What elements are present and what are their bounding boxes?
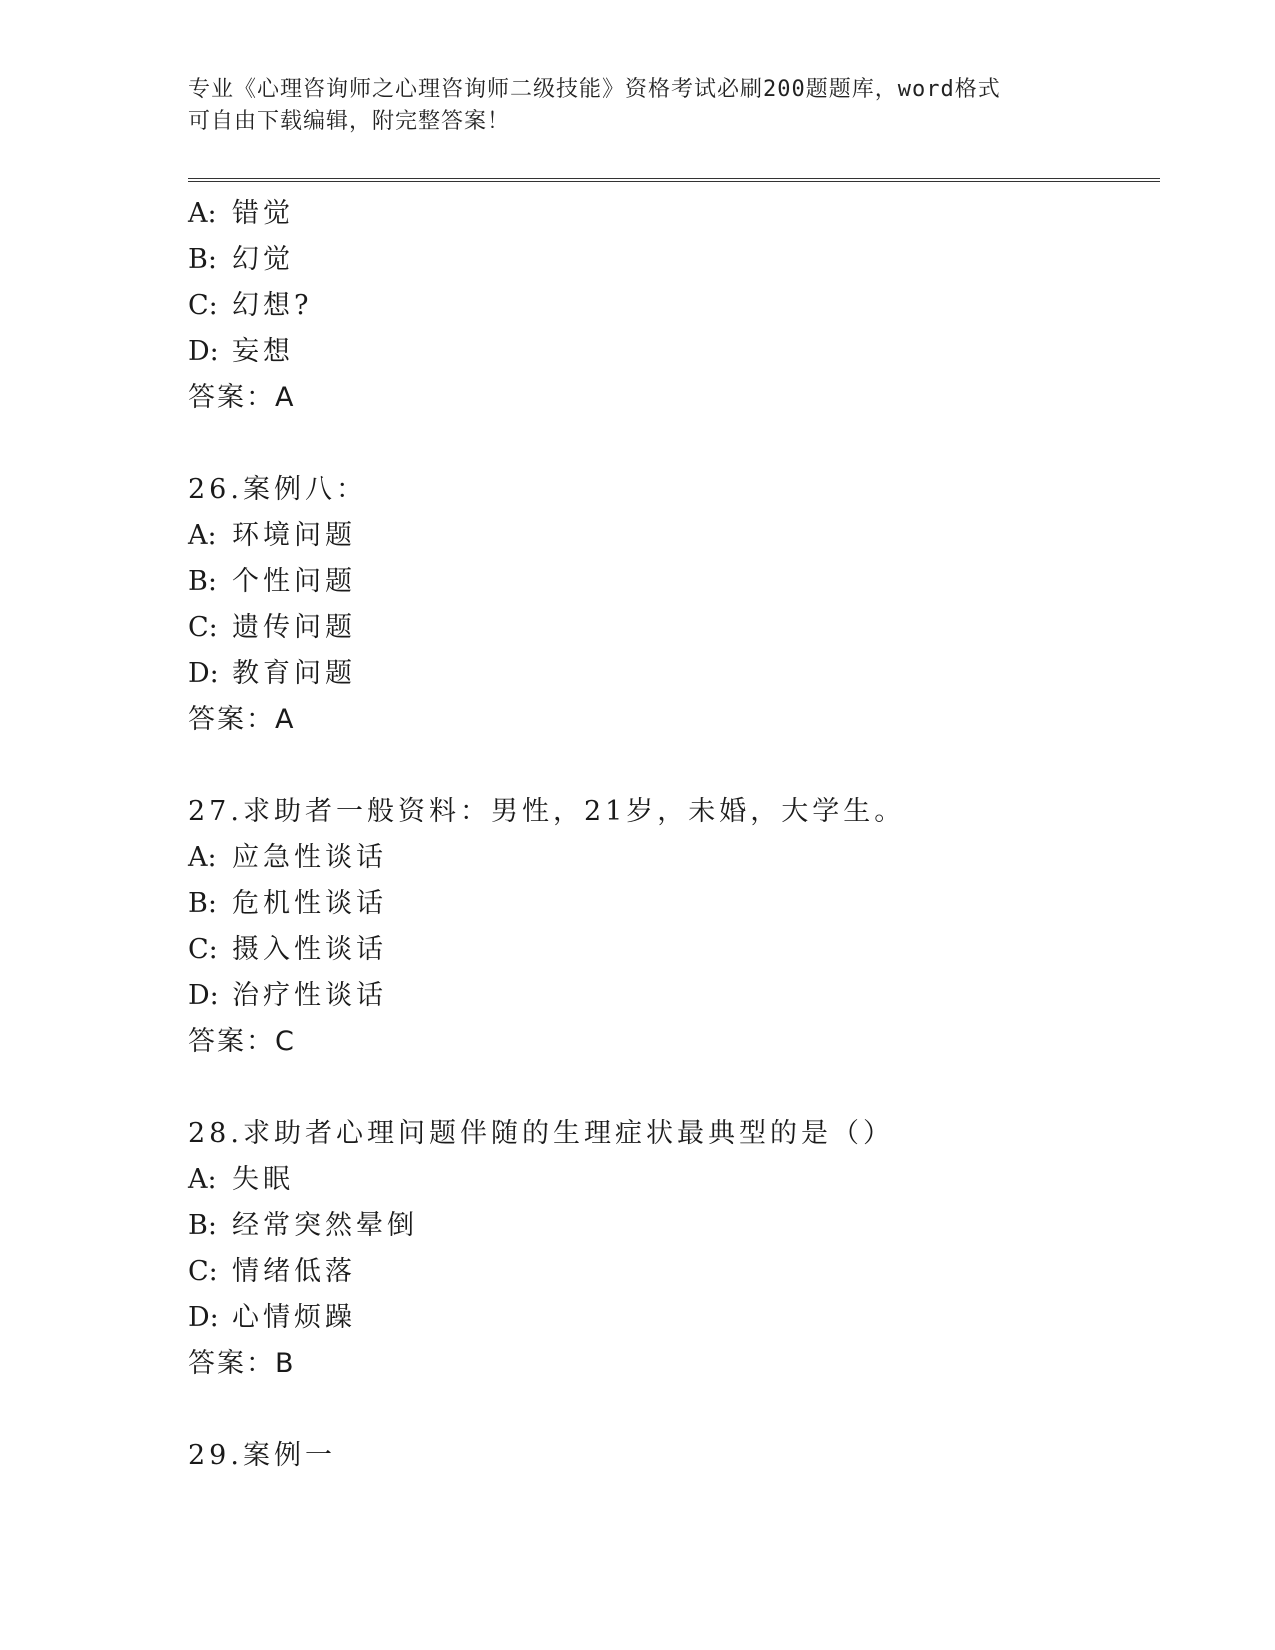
spacer <box>188 421 1148 467</box>
option-text: 妄想 <box>232 336 294 367</box>
option-text: 危机性谈话 <box>232 888 387 919</box>
option-text: 情绪低落 <box>232 1256 356 1287</box>
option-label: A: <box>188 842 217 873</box>
option-row <box>188 237 1148 283</box>
option-label: A: <box>188 198 217 229</box>
option-row <box>188 927 1148 973</box>
option-row <box>188 605 1148 651</box>
spacer <box>188 1065 1148 1111</box>
document-header <box>188 74 1088 138</box>
option-row <box>188 283 1148 329</box>
option-text: 教育问题 <box>232 658 356 689</box>
option-text: 幻想? <box>232 290 313 321</box>
option-label: C: <box>188 1256 218 1287</box>
option-text: 遗传问题 <box>232 612 356 643</box>
answer-line: 答案：B <box>188 1348 296 1379</box>
option-text: 经常突然晕倒 <box>232 1210 418 1241</box>
answer-line: 答案：C <box>188 1026 296 1057</box>
option-text: 失眠 <box>232 1164 294 1195</box>
question-title: 29.案例一 <box>188 1440 336 1471</box>
option-label: C: <box>188 934 218 965</box>
spacer <box>188 743 1148 789</box>
option-label: B: <box>188 1210 217 1241</box>
option-row <box>188 191 1148 237</box>
option-text: 错觉 <box>232 198 294 229</box>
question-list <box>188 191 1148 1479</box>
option-row <box>188 1157 1148 1203</box>
option-label: D: <box>188 980 219 1011</box>
option-label: A: <box>188 1164 217 1195</box>
option-row <box>188 973 1148 1019</box>
option-row <box>188 1249 1148 1295</box>
option-text: 环境问题 <box>232 520 356 551</box>
option-label: D: <box>188 658 219 689</box>
option-label: D: <box>188 1302 219 1333</box>
header-line-2: 可自由下载编辑，附完整答案！ <box>188 109 511 134</box>
option-row <box>188 559 1148 605</box>
answer-line: 答案：A <box>188 704 296 735</box>
option-label: B: <box>188 888 217 919</box>
option-label: D: <box>188 336 219 367</box>
option-label: C: <box>188 290 218 321</box>
option-row <box>188 329 1148 375</box>
question-title: 28.求助者心理问题伴随的生理症状最典型的是（） <box>188 1118 894 1149</box>
option-row <box>188 513 1148 559</box>
option-text: 摄入性谈话 <box>232 934 387 965</box>
option-row <box>188 835 1148 881</box>
question-title: 26.案例八： <box>188 474 367 505</box>
option-label: B: <box>188 244 217 275</box>
option-row <box>188 881 1148 927</box>
option-label: B: <box>188 566 217 597</box>
option-label: A: <box>188 520 217 551</box>
option-text: 个性问题 <box>232 566 356 597</box>
option-row <box>188 651 1148 697</box>
answer-line: 答案：A <box>188 382 296 413</box>
option-text: 幻觉 <box>232 244 294 275</box>
header-line-1: 专业《心理咨询师之心理咨询师二级技能》资格考试必刷200题题库，word格式 <box>188 77 1001 102</box>
question-title: 27.求助者一般资料：男性，21岁，未婚，大学生。 <box>188 796 906 827</box>
option-text: 应急性谈话 <box>232 842 387 873</box>
option-row <box>188 1295 1148 1341</box>
option-text: 治疗性谈话 <box>232 980 387 1011</box>
option-label: C: <box>188 612 218 643</box>
option-text: 心情烦躁 <box>232 1302 356 1333</box>
spacer <box>188 1387 1148 1433</box>
option-row <box>188 1203 1148 1249</box>
header-divider <box>188 178 1160 182</box>
